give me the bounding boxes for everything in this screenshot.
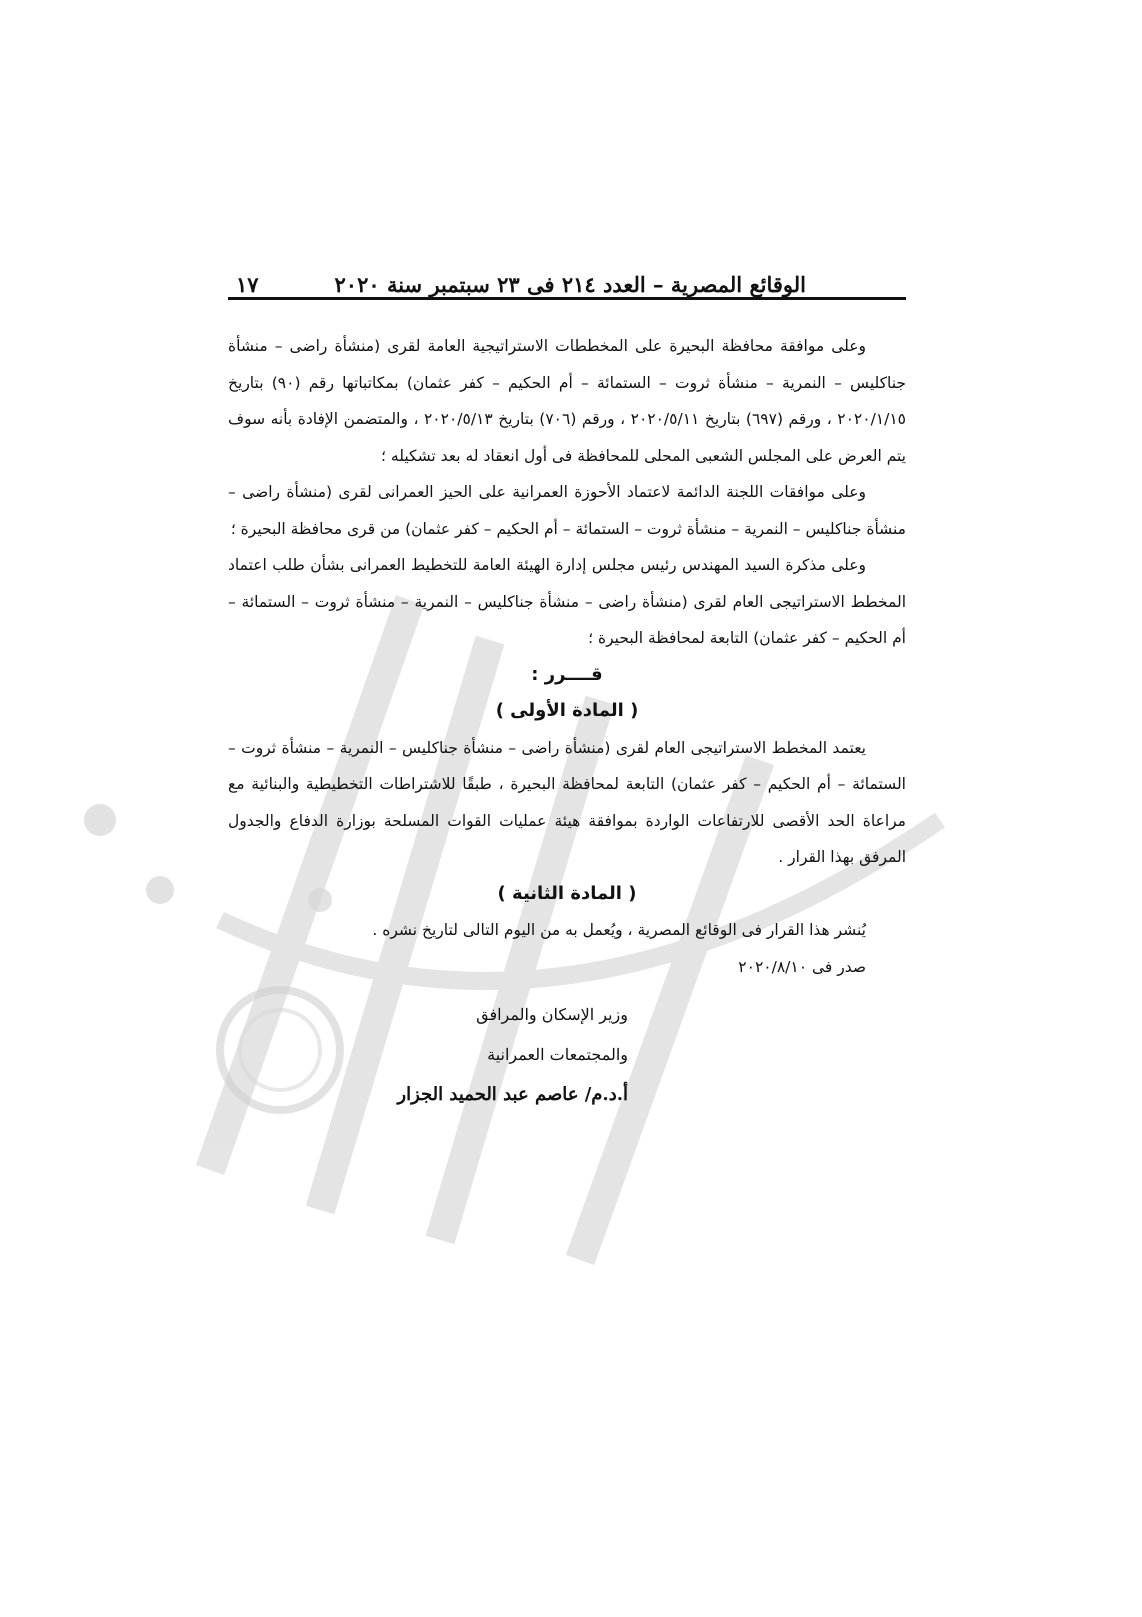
paragraph-preamble-2: وعلى موافقات اللجنة الدائمة لاعتماد الأحوزة العمرانية على الحيز العمرانى لقرى (منشأة راضى – منشأة جناكليس – النمرية – منشأة ثروت – الستمائة – أم الحكيم – كفر عثمان) من قرى محافظة البحيرة ؛	[228, 483, 906, 538]
minister-title-line-1: وزير الإسكان والمرافق	[476, 1005, 628, 1024]
page-header	[228, 255, 906, 300]
article-2-heading: ( المادة الثانية )	[497, 882, 637, 904]
signature-block	[228, 995, 628, 1115]
issue-date: صدر فى ٢٠٢٠/٨/١٠	[738, 957, 866, 976]
minister-title-line-2: والمجتمعات العمرانية	[487, 1045, 628, 1064]
document-page	[228, 255, 906, 1115]
paragraph-preamble-3: وعلى مذكرة السيد المهندس رئيس مجلس إدارة الهيئة العامة للتخطيط العمرانى بشأن طلب اعتماد المخطط الاستراتيجى العام لقرى (منشأة راضى – منشأة جناكليس – النمرية – منشأة ثروت – الستمائة – أم الحكيم – كفر عثمان) التابعة لمحافظة البحيرة ؛	[228, 556, 906, 647]
article-1-text: يعتمد المخطط الاستراتيجى العام لقرى (منشأة راضى – منشأة جناكليس – النمرية – منشأة ثروت – الستمائة – أم الحكيم – كفر عثمان) التابعة لمحافظة البحيرة ، طبقًا للاشتراطات التخطيطية والبنائية مع مراعاة الحد الأقصى للارتفاعات الواردة بموافقة هيئة عمليات القوات المسلحة بوزارة الدفاع والجدول المرفق بهذا القرار .	[228, 738, 906, 866]
gazette-title: الوقائع المصرية – العدد ٢١٤ فى ٢٣ سبتمبر سنة ٢٠٢٠	[334, 272, 806, 297]
paragraph-preamble-1: وعلى موافقة محافظة البحيرة على المخططات الاستراتيجية العامة لقرى (منشأة راضى – منشأة جناكليس – النمرية – منشأة ثروت – الستمائة – أم الحكيم – كفر عثمان) بمكاتباتها رقم (٩٠) بتاريخ ٢٠٢٠/١/١٥ ، ورقم (٦٩٧) بتاريخ ٢٠٢٠/٥/١١ ، ورقم (٧٠٦) بتاريخ ٢٠٢٠/٥/١٣ ، والمتضمن الإفادة بأنه سوف يتم العرض على المجلس الشعبى المحلى للمحافظة فى أول انعقاد له بعد تشكيله ؛	[228, 337, 906, 465]
page-number: ١٧	[236, 272, 259, 297]
decision-heading: قــــرر :	[531, 663, 603, 685]
signer-name: أ.د.م/ عاصم عبد الحميد الجزار	[397, 1084, 628, 1105]
document-body	[228, 328, 906, 985]
article-1-heading: ( المادة الأولى )	[495, 700, 639, 721]
article-2-text: يُنشر هذا القرار فى الوقائع المصرية ، ويُعمل به من اليوم التالى لتاريخ نشره .	[372, 921, 866, 939]
